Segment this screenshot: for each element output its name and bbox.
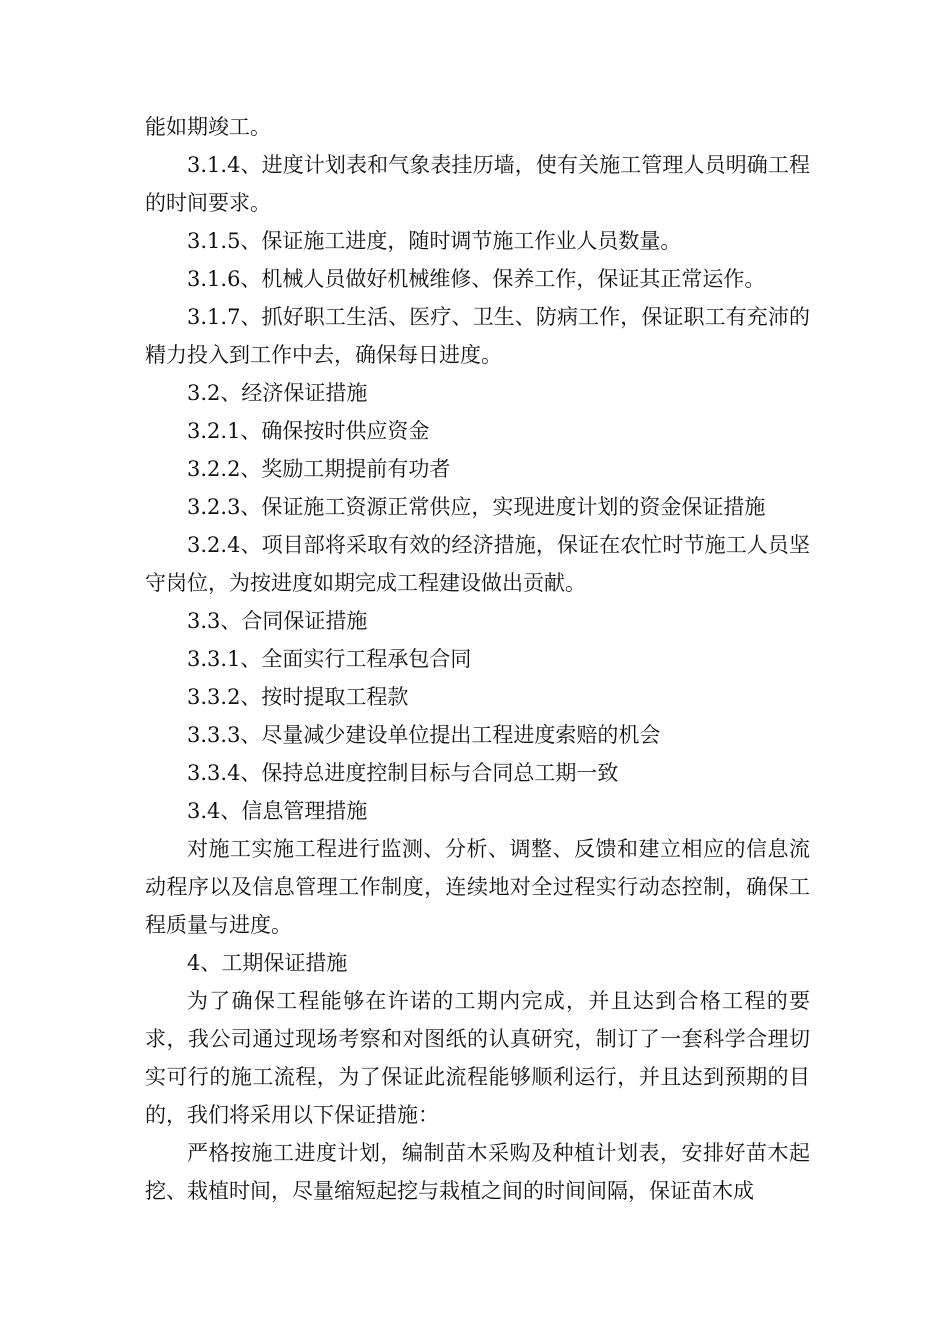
paragraph-3-2-1: 3.2.1、确保按时供应资金 xyxy=(187,419,430,443)
paragraph-3-3-2: 3.3.2、按时提取工程款 xyxy=(187,685,409,709)
heading-3-2: 3.2、经济保证措施 xyxy=(187,381,368,405)
paragraph-3-1-5: 3.1.5、保证施工进度，随时调节施工作业人员数量。 xyxy=(187,229,682,253)
heading-3-3: 3.3、合同保证措施 xyxy=(187,609,368,633)
paragraph-3-3-1: 3.3.1、全面实行工程承包合同 xyxy=(187,647,472,671)
paragraph-3-1-6: 3.1.6、机械人员做好机械维修、保养工作，保证其正常运作。 xyxy=(187,267,766,291)
paragraph-3-3-3: 3.3.3、尽量减少建设单位提出工程进度索赔的机会 xyxy=(187,723,661,747)
document-body xyxy=(145,108,810,1210)
paragraph-3-1-7: 3.1.7、抓好职工生活、医疗、卫生、防病工作，保证职工有充沛的精力投入到工作中去，确保每日进度。 xyxy=(145,305,810,367)
paragraph-continuation: 能如期竣工。 xyxy=(145,115,271,139)
paragraph-info-management: 对施工实施工程进行监测、分析、调整、反馈和建立相应的信息流动程序以及信息管理工作制度，连续地对全过程实行动态控制，确保工程质量与进度。 xyxy=(145,837,810,937)
paragraph-3-2-4: 3.2.4、项目部将采取有效的经济措施，保证在农忙时节施工人员坚守岗位，为按进度如期完成工程建设做出贡献。 xyxy=(145,533,810,595)
heading-4: 4、工期保证措施 xyxy=(187,951,348,975)
paragraph-schedule-guarantee: 为了确保工程能够在许诺的工期内完成，并且达到合格工程的要求，我公司通过现场考察和对图纸的认真研究，制订了一套科学合理切实可行的施工流程，为了保证此流程能够顺利运行，并且达到预期的目的，我们将采用以下保证措施： xyxy=(145,989,810,1127)
paragraph-3-3-4: 3.3.4、保持总进度控制目标与合同总工期一致 xyxy=(187,761,619,785)
heading-3-4: 3.4、信息管理措施 xyxy=(187,799,368,823)
paragraph-3-2-3: 3.2.3、保证施工资源正常供应，实现进度计划的资金保证措施 xyxy=(187,495,766,519)
paragraph-3-2-2: 3.2.2、奖励工期提前有功者 xyxy=(187,457,451,481)
paragraph-3-1-4: 3.1.4、进度计划表和气象表挂历墙，使有关施工管理人员明确工程的时间要求。 xyxy=(145,153,810,215)
paragraph-planting-schedule: 严格按施工进度计划，编制苗木采购及种植计划表，安排好苗木起挖、栽植时间，尽量缩短起挖与栽植之间的时间间隔，保证苗木成 xyxy=(145,1141,810,1203)
